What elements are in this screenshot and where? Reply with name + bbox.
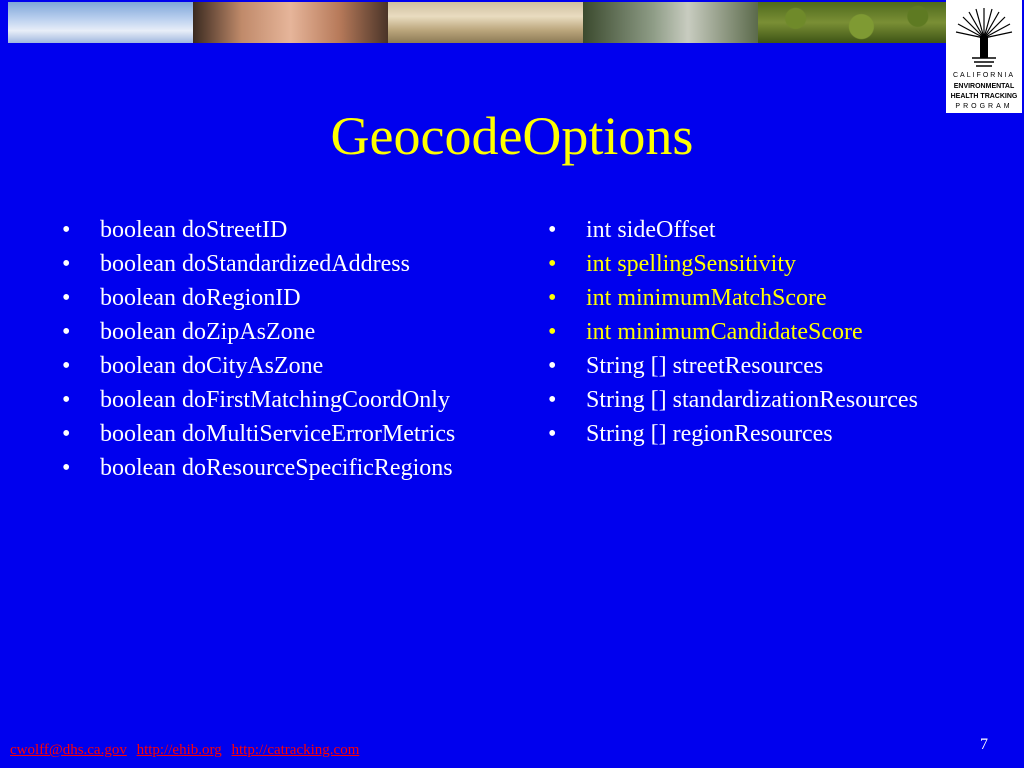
list-item-highlighted [548,281,918,315]
list-item-text: boolean doMultiServiceErrorMetrics [100,421,456,447]
bullet-icon: • [62,319,71,345]
email-link[interactable]: cwolff@dhs.ca.gov [10,742,127,758]
footer-links [10,742,365,759]
list-item-text: int sideOffset [586,217,716,243]
list-item [62,451,455,485]
list-item [548,417,918,451]
list-item [62,417,455,451]
bullet-icon: • [548,319,557,345]
sunburst-icon [954,4,1014,68]
banner-photo-crops [758,2,946,43]
logo-text-health-tracking: HEALTH TRACKING [950,93,1018,100]
bullet-icon: • [62,421,71,447]
bullet-icon: • [62,217,71,243]
logo-text-environmental: ENVIRONMENTAL [953,83,1015,90]
left-bullet-list [62,213,455,485]
list-item [62,213,455,247]
list-item-text: boolean doResourceSpecificRegions [100,455,453,481]
banner-photo-field [388,2,583,43]
bullet-icon: • [62,353,71,379]
slide-title: GeocodeOptions [330,106,694,166]
list-item-text: String [] regionResources [586,421,833,447]
list-item-text: boolean doStreetID [100,217,288,243]
list-item-text: boolean doRegionID [100,285,301,311]
list-item [548,349,918,383]
bullet-icon: • [62,387,71,413]
list-item-text: String [] streetResources [586,353,824,379]
bullet-icon: • [548,387,557,413]
list-item [62,281,455,315]
catracking-link[interactable]: http://catracking.com [231,742,360,758]
list-item [548,383,918,417]
bullet-icon: • [548,217,557,243]
program-logo [946,0,1022,113]
banner-photo-sky [8,2,193,43]
bullet-icon: • [62,251,71,277]
list-item [548,213,918,247]
ehib-link[interactable]: http://ehib.org [136,742,222,758]
list-item-highlighted [548,315,918,349]
list-item [62,349,455,383]
bullet-icon: • [548,251,557,277]
list-item-text: String [] standardizationResources [586,387,918,413]
list-item [62,315,455,349]
banner-photo-child [193,2,388,43]
list-item [62,247,455,281]
logo-text-california: CALIFORNIA [952,72,1015,79]
list-item-text: boolean doStandardizedAddress [100,251,410,277]
bullet-icon: • [62,285,71,311]
page-number: 7 [980,736,988,753]
list-item-text: boolean doFirstMatchingCoordOnly [100,387,450,413]
right-bullet-list [548,213,918,451]
list-item-text: int minimumCandidateScore [586,319,863,345]
banner-photo-water [583,2,758,43]
list-item [62,383,455,417]
bullet-icon: • [548,285,557,311]
list-item-highlighted [548,247,918,281]
bullet-icon: • [548,421,557,447]
header-photo-banner [8,2,946,43]
logo-text-program: PROGRAM [955,103,1013,110]
list-item-text: boolean doCityAsZone [100,353,324,379]
list-item-text: int minimumMatchScore [586,285,827,311]
list-item-text: boolean doZipAsZone [100,319,316,345]
bullet-icon: • [62,455,71,481]
list-item-text: int spellingSensitivity [586,251,797,277]
bullet-icon: • [548,353,557,379]
